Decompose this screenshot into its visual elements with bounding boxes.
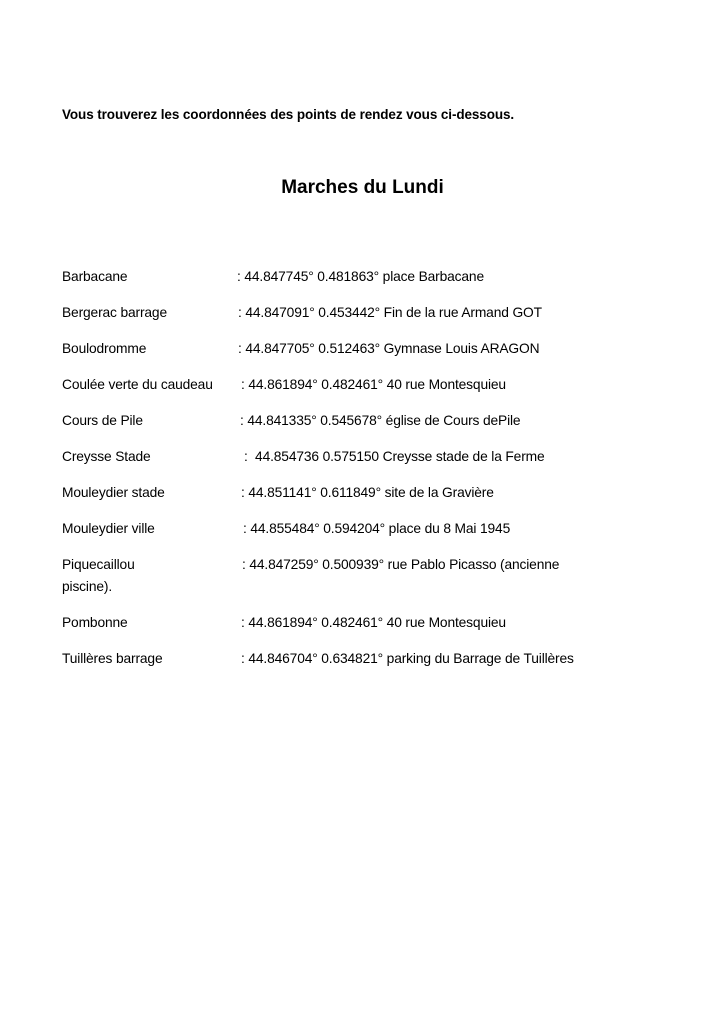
list-item xyxy=(62,518,642,554)
list-item xyxy=(62,446,642,482)
list-item xyxy=(62,266,642,302)
location-name: Boulodromme xyxy=(62,341,147,356)
list-item xyxy=(62,302,642,338)
list-item xyxy=(62,554,642,612)
list-item xyxy=(62,612,642,648)
page-title-text: Marches du Lundi xyxy=(281,177,444,198)
location-name: Tuillères barrage xyxy=(62,651,163,666)
location-name: Mouleydier stade xyxy=(62,485,165,500)
location-name: Piquecaillou xyxy=(62,557,135,572)
list-item xyxy=(62,374,642,410)
page-title xyxy=(0,177,725,199)
list-item xyxy=(62,648,642,684)
list-item xyxy=(62,410,642,446)
location-detail: : 44.847705° 0.512463° Gymnase Louis ARAGON xyxy=(238,341,540,356)
list-item xyxy=(62,482,642,518)
location-name: Cours de Pile xyxy=(62,413,143,428)
location-name: Mouleydier ville xyxy=(62,521,155,536)
location-detail: : 44.855484° 0.594204° place du 8 Mai 1945 xyxy=(243,521,511,536)
location-name: Coulée verte du caudeau xyxy=(62,377,213,392)
location-detail: : 44.861894° 0.482461° 40 rue Montesquieu xyxy=(241,615,506,630)
intro-text: Vous trouverez les coordonnées des points de rendez vous ci-dessous. xyxy=(62,107,515,122)
location-detail-continued: piscine). xyxy=(62,579,113,594)
location-detail: : 44.854736 0.575150 Creysse stade de la Ferme xyxy=(244,449,545,464)
location-name: Barbacane xyxy=(62,269,128,284)
list-item xyxy=(62,338,642,374)
location-detail: : 44.847091° 0.453442° Fin de la rue Armand GOT xyxy=(238,305,542,320)
location-detail: : 44.851141° 0.611849° site de la Gravière xyxy=(241,485,494,500)
location-name: Pombonne xyxy=(62,615,128,630)
location-detail: : 44.846704° 0.634821° parking du Barrage de Tuillères xyxy=(241,651,574,666)
location-detail: : 44.861894° 0.482461° 40 rue Montesquieu xyxy=(241,377,506,392)
location-list xyxy=(62,266,642,684)
location-detail: : 44.841335° 0.545678° église de Cours dePile xyxy=(240,413,521,428)
location-name: Creysse Stade xyxy=(62,449,151,464)
location-detail: : 44.847259° 0.500939° rue Pablo Picasso (ancienne xyxy=(242,557,560,572)
location-detail: : 44.847745° 0.481863° place Barbacane xyxy=(237,269,484,284)
location-name: Bergerac barrage xyxy=(62,305,167,320)
